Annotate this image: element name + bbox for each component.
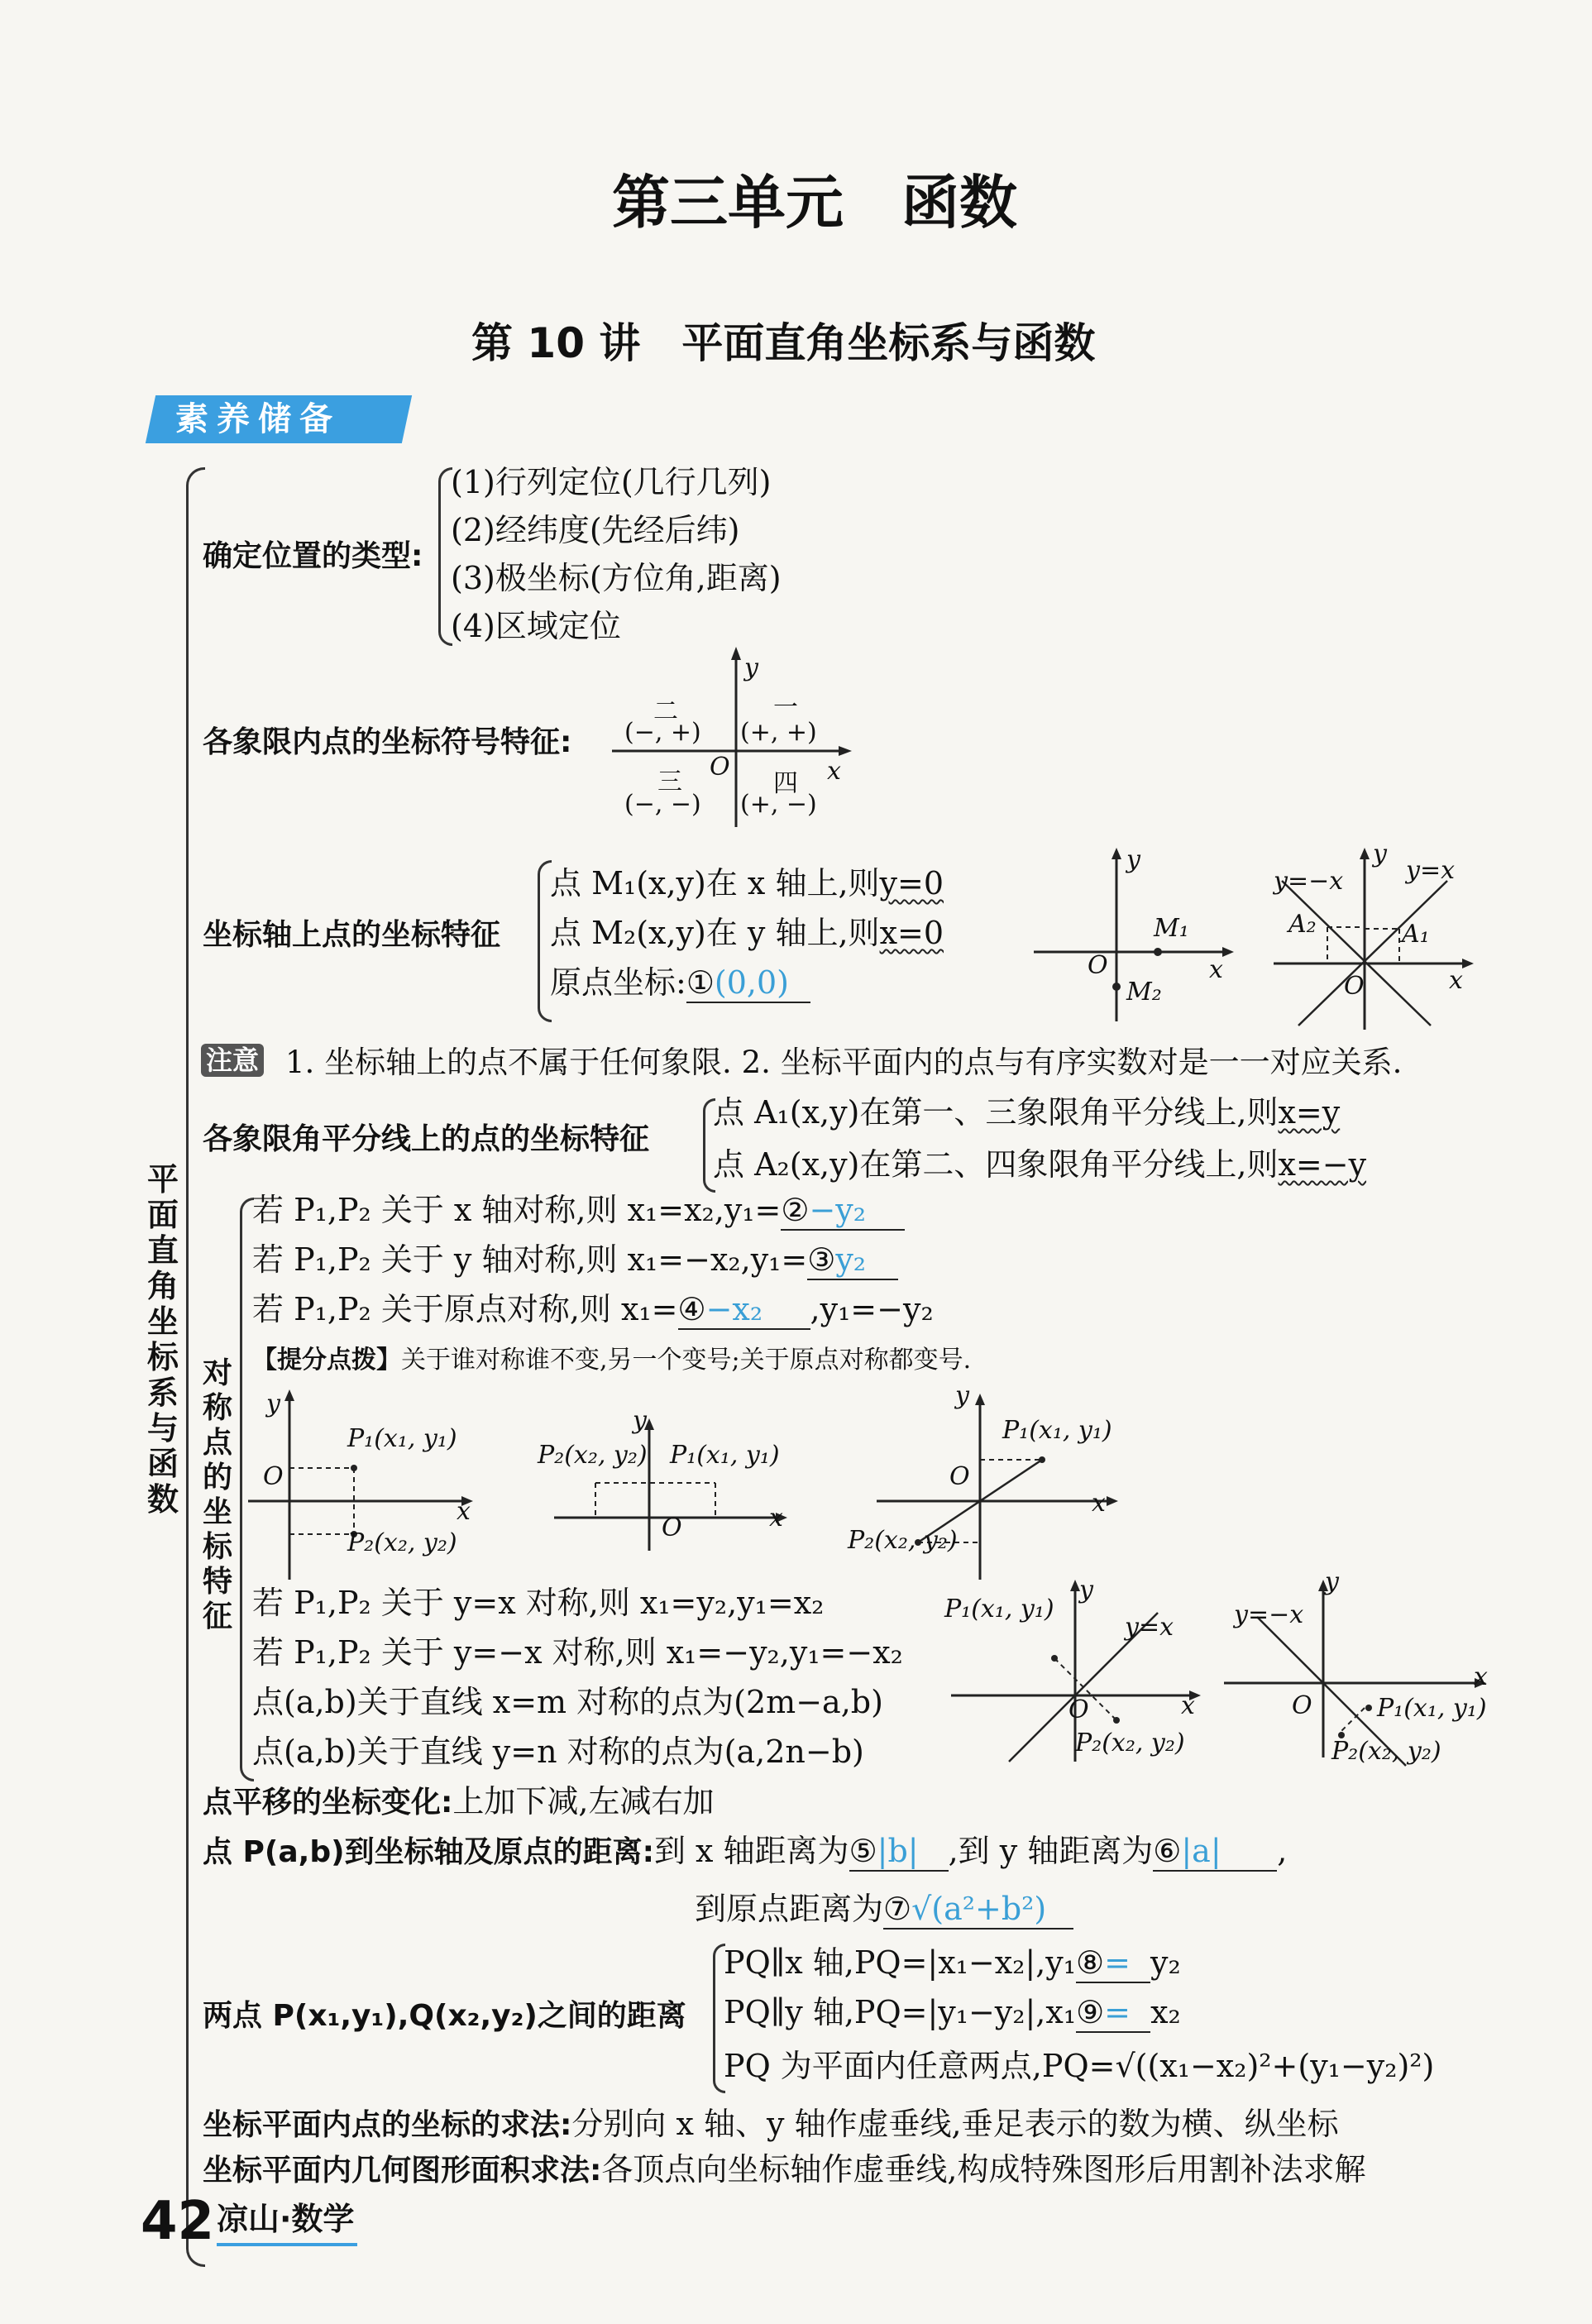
position-label: 确定位置的类型:: [203, 539, 423, 573]
symmetry-line7: 点(a,b)关于直线 y=n 对称的点为(a,2n−b): [252, 1733, 864, 1770]
quadrant-y: y: [744, 653, 758, 682]
sym-fig-e-x: x: [1474, 1662, 1488, 1691]
symmetry-line5: 若 P₁,P₂ 关于 y=−x 对称,则 x₁=−y₂,y₁=−x₂: [252, 1634, 903, 1671]
position-item-4: (4)区域定位: [451, 608, 621, 644]
note-text: 1. 坐标轴上的点不属于任何象限. 2. 坐标平面内的点与有序实数对是一一对应关系.: [285, 1045, 1403, 1080]
lecture-title: 第 10 讲 平面直角坐标系与函数: [471, 319, 1096, 367]
quadrant-4-sign: (+, −): [740, 790, 817, 819]
sym-fig-e-p2: P₂(x₂, y₂): [1331, 1737, 1441, 1766]
bisector-fig-x: x: [1449, 966, 1463, 995]
two-points-line3: PQ 为平面内任意两点,PQ=√((x₁−x₂)²+(y₁−y₂)²): [724, 2048, 1435, 2084]
bisector-line1: 点 A₁(x,y)在第一、三象限角平分线上,则x=y: [713, 1094, 1341, 1131]
sym-fig-c-x: x: [1092, 1489, 1106, 1518]
quadrant-4-name: 四: [773, 769, 798, 798]
sym-fig-b-o: O: [662, 1513, 682, 1542]
sym-fig-b-y: y: [633, 1406, 647, 1435]
sym-fig-d-line: y=x: [1125, 1613, 1174, 1642]
unit-title: 第三单元 函数: [612, 168, 1017, 237]
axis-fig1-y: y: [1126, 845, 1140, 874]
axis-points-label: 坐标轴上点的坐标特征: [203, 918, 501, 952]
quadrant-x: x: [827, 757, 841, 786]
axis-fig1-x: x: [1209, 955, 1223, 984]
symmetry-line1: 若 P₁,P₂ 关于 x 轴对称,则 x₁=x₂,y₁=②−y₂: [252, 1191, 905, 1231]
axis-fig1-m1: M₁: [1154, 914, 1189, 943]
bisector-fig-l1: y=−x: [1274, 867, 1344, 896]
book-name: 凉山·数学: [217, 2201, 355, 2237]
sym-fig-d-p2: P₂(x₂, y₂): [1075, 1729, 1185, 1757]
axis-points-line1: 点 M₁(x,y)在 x 轴上,则y=0: [550, 865, 944, 901]
distance-line2: 到原点距离为⑦√(a²+b²): [695, 1890, 1073, 1929]
sym-fig-e-y: y: [1325, 1567, 1339, 1596]
symmetry-line2: 若 P₁,P₂ 关于 y 轴对称,则 x₁=−x₂,y₁=③y₂: [252, 1241, 898, 1280]
sym-fig-b-x: x: [769, 1504, 783, 1533]
bisector-label: 各象限角平分线上的点的坐标特征: [203, 1122, 650, 1156]
translation: 点平移的坐标变化:上加下减,左减右加: [203, 1783, 715, 1820]
bisector-fig-l2: y=x: [1406, 856, 1456, 885]
sym-fig-c-y: y: [955, 1381, 969, 1410]
sym-fig-d-p1: P₁(x₁, y₁): [944, 1595, 1054, 1623]
two-points-line2: PQ∥y 轴,PQ=|y₁−y₂|,x₁⑨= x₂: [724, 1993, 1181, 2033]
sym-fig-c-p1: P₁(x₁, y₁): [1002, 1416, 1112, 1445]
method-1: 坐标平面内点的坐标的求法:分别向 x 轴、y 轴作虚垂线,垂足表示的数为横、纵坐标: [203, 2106, 1339, 2142]
sym-fig-c-o: O: [949, 1462, 970, 1491]
sym-fig-d-o: O: [1069, 1695, 1089, 1724]
quadrant-origin: O: [710, 753, 730, 782]
note-tag: 注意: [201, 1044, 264, 1077]
two-points-label: 两点 P(x₁,y₁),Q(x₂,y₂)之间的距离: [203, 1999, 686, 2033]
axis-fig1-origin: O: [1088, 951, 1108, 980]
symmetry-label: 对称点的坐标特征: [203, 1356, 233, 1633]
symmetry-line6: 点(a,b)关于直线 x=m 对称的点为(2m−a,b): [252, 1684, 883, 1720]
page-number: 42: [141, 2191, 215, 2252]
bisector-fig-y: y: [1373, 839, 1387, 868]
position-item-1: (1)行列定位(几行几列): [451, 464, 772, 500]
bisector-fig-a1: A₁: [1402, 920, 1430, 949]
bisector-line2: 点 A₂(x,y)在第二、四象限角平分线上,则x=−y: [713, 1146, 1367, 1183]
quadrant-3-sign: (−, −): [624, 790, 701, 819]
sym-fig-c-p2: P₂(x₂, y₂): [848, 1526, 958, 1555]
sym-fig-a-y: y: [266, 1389, 280, 1418]
sym-fig-a-o: O: [263, 1462, 284, 1491]
symmetry-line4: 若 P₁,P₂ 关于 y=x 对称,则 x₁=y₂,y₁=x₂: [252, 1585, 825, 1621]
symmetry-tip: 【提分点拨】关于谁对称谁不变,另一个变号;关于原点对称都变号.: [252, 1346, 972, 1375]
sym-fig-a-p1: P₁(x₁, y₁): [347, 1424, 457, 1453]
distance-line1: 点 P(a,b)到坐标轴及原点的距离:到 x 轴距离为⑤|b| ,到 y 轴距离为⑥|a| ,: [203, 1832, 1287, 1872]
sym-fig-d-y: y: [1079, 1576, 1093, 1604]
sym-fig-d-x: x: [1181, 1691, 1195, 1720]
quadrant-2-name: 二: [653, 697, 678, 726]
sym-fig-e-p1: P₁(x₁, y₁): [1377, 1694, 1487, 1723]
symmetry-line3: 若 P₁,P₂ 关于原点对称,则 x₁=④−x₂ ,y₁=−y₂: [252, 1290, 934, 1330]
quadrant-1-name: 一: [773, 693, 798, 722]
quadrant-3-name: 三: [657, 767, 682, 796]
axis-fig1-m2: M₂: [1126, 978, 1162, 1007]
sym-fig-e-o: O: [1292, 1691, 1312, 1720]
position-item-3: (3)极坐标(方位角,距离): [451, 560, 782, 596]
quadrant-1-sign: (+, +): [740, 718, 817, 747]
quadrant-2-sign: (−, +): [624, 718, 701, 747]
sym-fig-a-x: x: [457, 1497, 471, 1526]
position-item-2: (2)经纬度(先经后纬): [451, 512, 740, 548]
sym-fig-b-p2: P₂(x₂, y₂): [538, 1441, 648, 1470]
footer-underline: [217, 2243, 357, 2246]
section-tag-label: 素养储备: [175, 400, 341, 438]
axis-points-line2: 点 M₂(x,y)在 y 轴上,则x=0: [550, 915, 944, 951]
two-points-line1: PQ∥x 轴,PQ=|x₁−x₂|,y₁⑧= y₂: [724, 1944, 1181, 1983]
sym-fig-e-line: y=−x: [1234, 1600, 1304, 1629]
side-label: 平面直角坐标系与函数: [147, 1161, 179, 1518]
sym-fig-b-p1: P₁(x₁, y₁): [670, 1441, 780, 1470]
bisector-fig-origin: O: [1344, 972, 1365, 1001]
method-2: 坐标平面内几何图形面积求法:各顶点向坐标轴作虚垂线,构成特殊图形后用割补法求解: [203, 2151, 1366, 2188]
axis-points-line3: 原点坐标:①(0,0): [550, 964, 810, 1003]
bisector-fig-a2: A₂: [1288, 910, 1317, 939]
quadrant-label: 各象限内点的坐标符号特征:: [203, 725, 572, 759]
sym-fig-a-p2: P₂(x₂, y₂): [347, 1528, 457, 1557]
